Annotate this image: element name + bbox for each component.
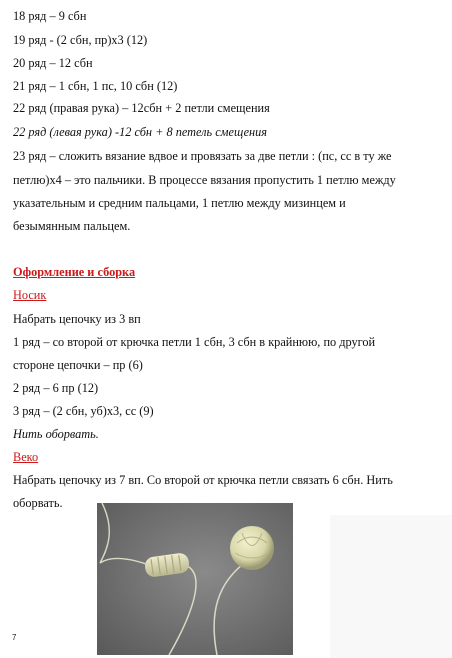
row-23-line-2: петлю)х4 – это пальчики. В процессе вязания пропустить 1 петлю между: [13, 173, 396, 187]
nose-line-6: Нить оборвать.: [13, 427, 99, 441]
row-22-right-hand: 22 ряд (правая рука) – 12сбн + 2 петли смещения: [13, 101, 270, 115]
section-title: Оформление и сборка: [13, 265, 136, 279]
nose-line-4: 2 ряд – 6 пр (12): [13, 381, 99, 395]
row-23-line-3: указательным и средним пальцами, 1 петлю между мизинцем и: [13, 196, 346, 210]
nose-line-2: 1 ряд – со второй от крючка петли 1 сбн, 3 сбн в крайнюю, по другой: [13, 335, 376, 349]
row-19: 19 ряд - (2 сбн, пр)х3 (12): [13, 33, 148, 47]
nose-line-1: Набрать цепочку из 3 вп: [13, 312, 141, 326]
nose-line-5: 3 ряд – (2 сбн, уб)х3, сс (9): [13, 404, 154, 418]
nose-line-3: стороне цепочки – пр (6): [13, 358, 143, 372]
row-20: 20 ряд – 12 сбн: [13, 56, 93, 70]
row-22-left-hand: 22 ряд (левая рука) -12 сбн + 8 петель смещения: [13, 125, 267, 139]
eyelid-heading: Веко: [13, 450, 39, 464]
row-21: 21 ряд – 1 сбн, 1 пс, 10 сбн (12): [13, 79, 178, 93]
row-18: 18 ряд – 9 сбн: [13, 9, 87, 23]
faint-background-block: [330, 515, 452, 658]
page-number: 7: [12, 633, 17, 642]
row-23-line-4: безымянным пальцем.: [13, 219, 131, 233]
row-23-line-1: 23 ряд – сложить вязание вдвое и провязать за две петли : (пс, сс в ту же: [13, 149, 392, 163]
nose-heading: Носик: [13, 288, 47, 302]
eyelid-line-2: оборвать.: [13, 496, 63, 510]
eyelid-line-1: Набрать цепочку из 7 вп. Со второй от крючка петли связать 6 сбн. Нить: [13, 473, 393, 487]
crochet-photo: [97, 503, 293, 655]
